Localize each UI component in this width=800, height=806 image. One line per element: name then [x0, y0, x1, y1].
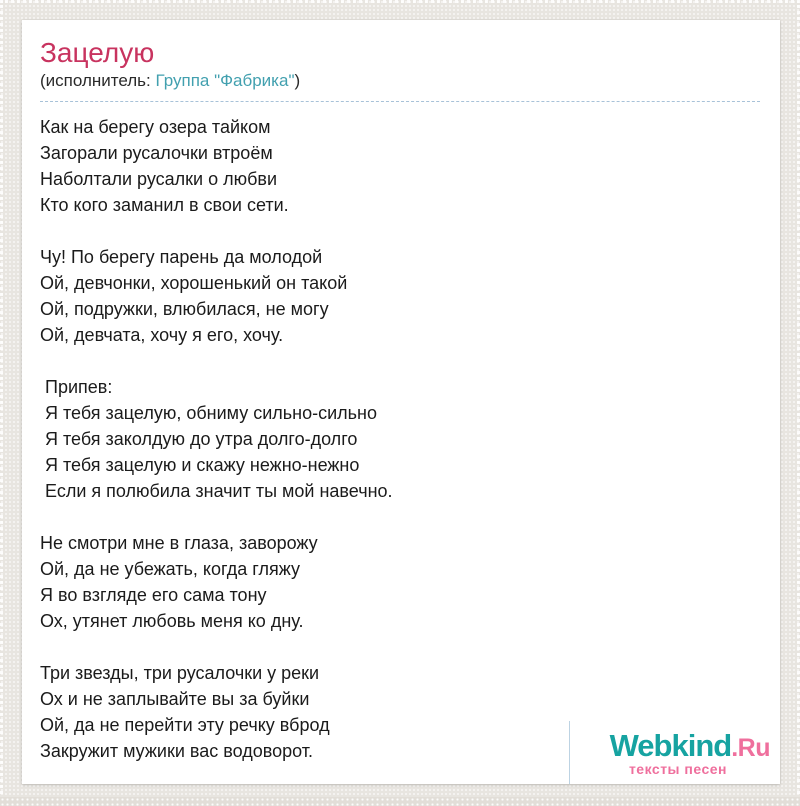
lyric-line: Кто кого заманил в свои сети.: [40, 195, 289, 215]
lyric-line: Я тебя заколдую до утра долго-долго: [40, 429, 358, 449]
lyric-line: Ой, да не убежать, когда гляжу: [40, 559, 300, 579]
lyrics-card: [22, 20, 780, 784]
lyric-line: Я тебя зацелую и скажу нежно-нежно: [40, 455, 360, 475]
stanza: [40, 530, 760, 634]
footer-texture-strip: [0, 797, 800, 806]
stanza: [40, 244, 760, 348]
lyric-line: Загорали русалочки втроём: [40, 143, 273, 163]
lyric-line: Наболтали русалки о любви: [40, 169, 278, 189]
lyric-line: Не смотри мне в глаза, заворожу: [40, 533, 318, 553]
logo-brand: Webkind: [609, 728, 732, 763]
artist-label: (исполнитель:: [40, 71, 156, 90]
logo-domain: .Ru: [731, 734, 770, 762]
lyrics: [40, 114, 760, 764]
lyric-line: Закружит мужики вас водоворот.: [40, 741, 314, 761]
lyric-line: Ой, девчата, хочу я его, хочу.: [40, 325, 284, 345]
site-logo[interactable]: [569, 721, 770, 784]
lyric-line: Ох, утянет любовь меня ко дну.: [40, 611, 304, 631]
stanza: [40, 114, 760, 218]
lyric-line: Ох и не заплывайте вы за буйки: [40, 689, 310, 709]
stanza: [40, 374, 760, 504]
lyric-line: Ой, подружки, влюбилася, не могу: [40, 299, 329, 319]
logo-wordmark: [609, 728, 770, 763]
artist-link[interactable]: Группа "Фабрика": [155, 71, 295, 90]
lyric-line: Ой, девчонки, хорошенький он такой: [40, 273, 348, 293]
lyric-line: Если я полюбила значит ты мой навечно.: [40, 481, 393, 501]
lyric-line: Я во взгляде его сама тону: [40, 585, 267, 605]
page-title: Зацелую: [40, 37, 155, 68]
lyric-line: Три звезды, три русалочки у реки: [40, 663, 320, 683]
lyric-line: Ой, да не перейти эту речку вброд: [40, 715, 330, 735]
lyric-line: Как на берегу озера тайком: [40, 117, 271, 137]
lyric-line: Припев:: [40, 377, 113, 397]
artist-line: [40, 71, 760, 91]
artist-label-close: ): [294, 71, 301, 90]
lyric-line: Я тебя зацелую, обниму сильно-сильно: [40, 403, 377, 423]
logo-tagline: тексты песен: [628, 761, 727, 777]
song-header: [40, 38, 760, 102]
lyric-line: Чу! По берегу парень да молодой: [40, 247, 323, 267]
